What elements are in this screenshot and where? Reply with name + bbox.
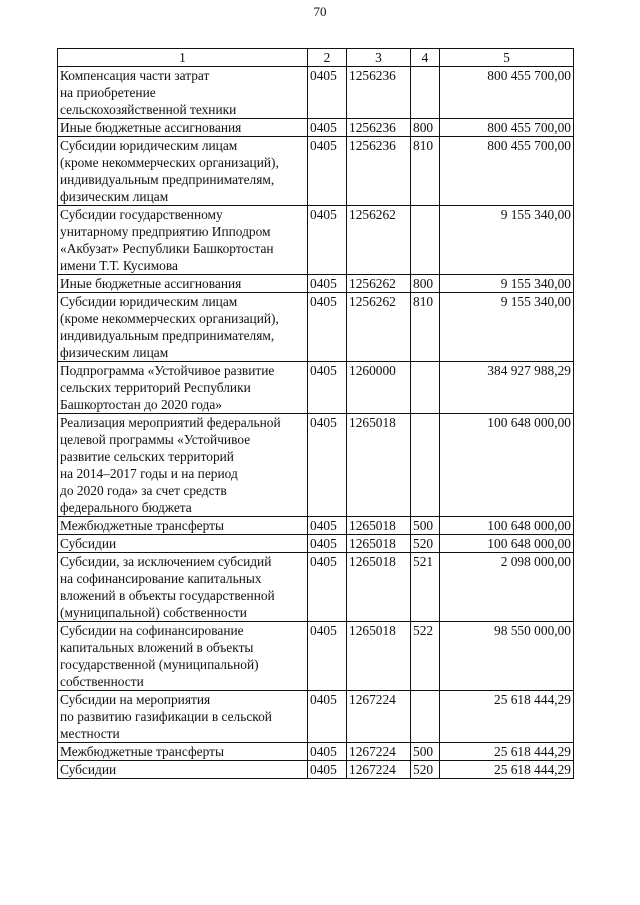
row-amount-cell: 2 098 000,00 bbox=[440, 553, 574, 622]
row-type-cell: 800 bbox=[411, 119, 440, 137]
table-row bbox=[58, 743, 574, 761]
row-section-cell: 0405 bbox=[308, 691, 347, 743]
header-amount: 5 bbox=[440, 49, 574, 67]
budget-table bbox=[57, 48, 574, 779]
table-row bbox=[58, 362, 574, 414]
row-amount-cell: 25 618 444,29 bbox=[440, 761, 574, 779]
table-row bbox=[58, 206, 574, 275]
table-row bbox=[58, 275, 574, 293]
table-row bbox=[58, 553, 574, 622]
row-amount-cell: 98 550 000,00 bbox=[440, 622, 574, 691]
row-section-cell: 0405 bbox=[308, 761, 347, 779]
row-code-cell: 1256262 bbox=[347, 275, 411, 293]
row-code-cell: 1256262 bbox=[347, 293, 411, 362]
row-section-cell: 0405 bbox=[308, 414, 347, 517]
row-amount-cell: 100 648 000,00 bbox=[440, 414, 574, 517]
row-amount-cell: 100 648 000,00 bbox=[440, 535, 574, 553]
row-section-cell: 0405 bbox=[308, 137, 347, 206]
row-name-cell: Субсидии на софинансирование капитальных вложений в объекты государственной (муниципальной) собственности bbox=[58, 622, 308, 691]
row-amount-cell: 9 155 340,00 bbox=[440, 206, 574, 275]
header-type: 4 bbox=[411, 49, 440, 67]
row-amount-cell: 800 455 700,00 bbox=[440, 67, 574, 119]
row-amount-cell: 800 455 700,00 bbox=[440, 119, 574, 137]
row-type-cell: 522 bbox=[411, 622, 440, 691]
row-name-cell: Субсидии bbox=[58, 761, 308, 779]
table-row bbox=[58, 67, 574, 119]
table-row bbox=[58, 293, 574, 362]
row-amount-cell: 100 648 000,00 bbox=[440, 517, 574, 535]
row-code-cell: 1256262 bbox=[347, 206, 411, 275]
row-section-cell: 0405 bbox=[308, 119, 347, 137]
row-section-cell: 0405 bbox=[308, 362, 347, 414]
row-code-cell: 1256236 bbox=[347, 67, 411, 119]
row-code-cell: 1267224 bbox=[347, 743, 411, 761]
row-name-cell: Субсидии юридическим лицам (кроме некоммерческих организаций), индивидуальным предпринимателям, физическим лицам bbox=[58, 293, 308, 362]
row-code-cell: 1265018 bbox=[347, 414, 411, 517]
row-type-cell: 500 bbox=[411, 517, 440, 535]
row-name-cell: Межбюджетные трансферты bbox=[58, 743, 308, 761]
row-amount-cell: 25 618 444,29 bbox=[440, 743, 574, 761]
table-row bbox=[58, 119, 574, 137]
row-code-cell: 1256236 bbox=[347, 119, 411, 137]
row-code-cell: 1265018 bbox=[347, 553, 411, 622]
row-type-cell bbox=[411, 67, 440, 119]
row-type-cell: 521 bbox=[411, 553, 440, 622]
row-name-cell: Подпрограмма «Устойчивое развитие сельских территорий Республики Башкортостан до 2020 года» bbox=[58, 362, 308, 414]
row-code-cell: 1267224 bbox=[347, 761, 411, 779]
row-section-cell: 0405 bbox=[308, 206, 347, 275]
row-type-cell: 810 bbox=[411, 293, 440, 362]
row-name-cell: Компенсация части затрат на приобретение сельскохозяйственной техники bbox=[58, 67, 308, 119]
row-section-cell: 0405 bbox=[308, 743, 347, 761]
row-name-cell: Реализация мероприятий федеральной целевой программы «Устойчивое развитие сельских территорий на 2014–2017 годы и на период до 2020 года» за счет средств федерального бюджета bbox=[58, 414, 308, 517]
table-row bbox=[58, 517, 574, 535]
row-code-cell: 1256236 bbox=[347, 137, 411, 206]
table-row bbox=[58, 691, 574, 743]
table-row bbox=[58, 761, 574, 779]
table-body bbox=[58, 67, 574, 779]
header-code: 3 bbox=[347, 49, 411, 67]
table-row bbox=[58, 622, 574, 691]
row-amount-cell: 25 618 444,29 bbox=[440, 691, 574, 743]
header-section: 2 bbox=[308, 49, 347, 67]
row-amount-cell: 9 155 340,00 bbox=[440, 293, 574, 362]
row-type-cell: 520 bbox=[411, 535, 440, 553]
row-section-cell: 0405 bbox=[308, 535, 347, 553]
row-code-cell: 1267224 bbox=[347, 691, 411, 743]
row-code-cell: 1260000 bbox=[347, 362, 411, 414]
row-type-cell: 800 bbox=[411, 275, 440, 293]
row-amount-cell: 9 155 340,00 bbox=[440, 275, 574, 293]
row-type-cell bbox=[411, 414, 440, 517]
row-section-cell: 0405 bbox=[308, 622, 347, 691]
row-type-cell bbox=[411, 691, 440, 743]
row-code-cell: 1265018 bbox=[347, 535, 411, 553]
row-amount-cell: 384 927 988,29 bbox=[440, 362, 574, 414]
row-code-cell: 1265018 bbox=[347, 622, 411, 691]
row-name-cell: Межбюджетные трансферты bbox=[58, 517, 308, 535]
row-name-cell: Субсидии юридическим лицам (кроме некоммерческих организаций), индивидуальным предпринимателям, физическим лицам bbox=[58, 137, 308, 206]
row-section-cell: 0405 bbox=[308, 517, 347, 535]
row-type-cell: 500 bbox=[411, 743, 440, 761]
row-type-cell bbox=[411, 206, 440, 275]
row-type-cell: 810 bbox=[411, 137, 440, 206]
row-section-cell: 0405 bbox=[308, 293, 347, 362]
row-amount-cell: 800 455 700,00 bbox=[440, 137, 574, 206]
row-type-cell bbox=[411, 362, 440, 414]
row-code-cell: 1265018 bbox=[347, 517, 411, 535]
row-section-cell: 0405 bbox=[308, 67, 347, 119]
row-name-cell: Иные бюджетные ассигнования bbox=[58, 119, 308, 137]
table-row bbox=[58, 414, 574, 517]
row-name-cell: Субсидии, за исключением субсидий на софинансирование капитальных вложений в объекты государственной (муниципальной) собственности bbox=[58, 553, 308, 622]
row-type-cell: 520 bbox=[411, 761, 440, 779]
row-name-cell: Субсидии на мероприятия по развитию газификации в сельской местности bbox=[58, 691, 308, 743]
table-row bbox=[58, 535, 574, 553]
header-name: 1 bbox=[58, 49, 308, 67]
row-name-cell: Субсидии государственному унитарному предприятию Ипподром «Акбузат» Республики Башкортостан имени Т.Т. Кусимова bbox=[58, 206, 308, 275]
row-name-cell: Субсидии bbox=[58, 535, 308, 553]
header-row bbox=[58, 49, 574, 67]
row-section-cell: 0405 bbox=[308, 275, 347, 293]
table-row bbox=[58, 137, 574, 206]
row-name-cell: Иные бюджетные ассигнования bbox=[58, 275, 308, 293]
page-number: 70 bbox=[313, 4, 327, 19]
row-section-cell: 0405 bbox=[308, 553, 347, 622]
